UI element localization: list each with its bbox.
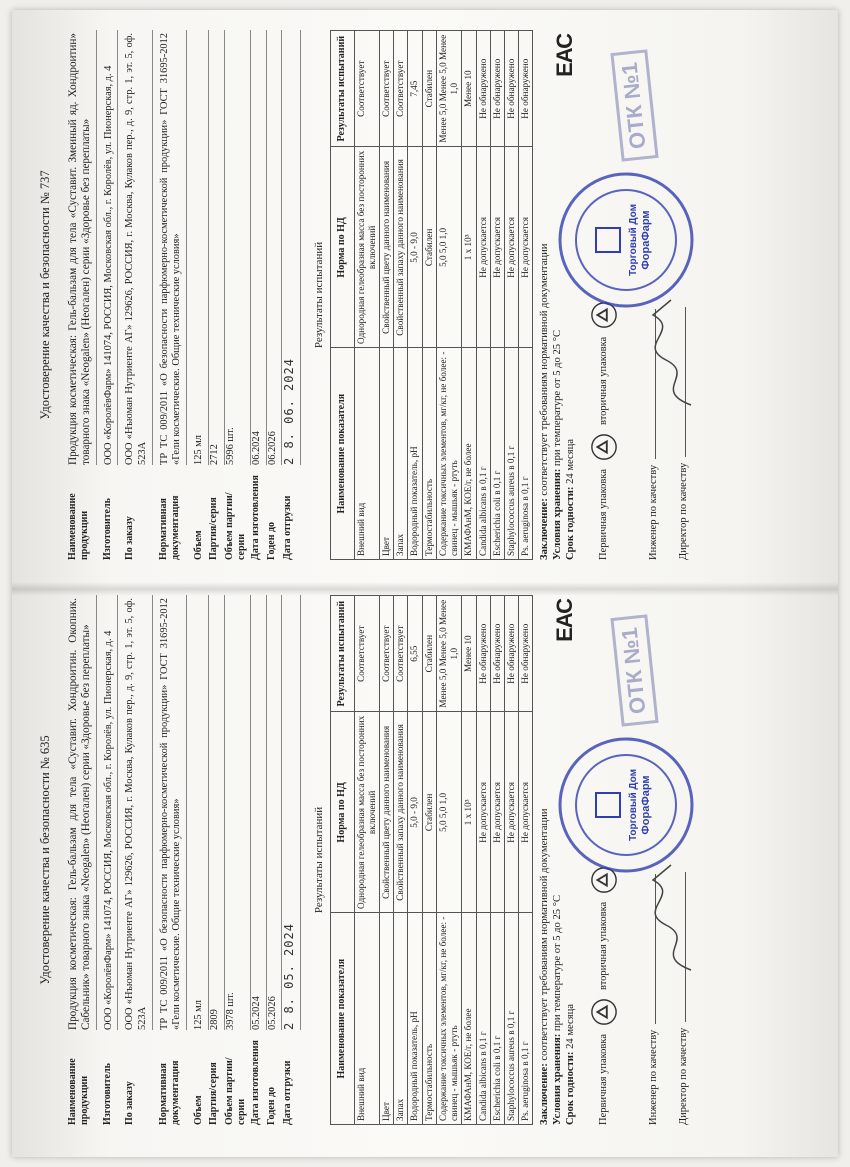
results-title: Результаты испытаний — [312, 806, 325, 914]
storage-text: при температуре от 5 до 25 °С — [552, 894, 564, 1032]
row-result: Не обнаружено — [504, 31, 518, 147]
row-norm: Свойственный цвету данного наименования — [379, 712, 393, 913]
table-row — [504, 31, 518, 560]
row-norm: Не допускается — [490, 712, 504, 913]
row-norm: Не допускается — [476, 147, 490, 348]
expiry-label: Годен до — [266, 1086, 278, 1125]
row-name: Водородный показатель, pH — [408, 348, 422, 560]
table-row — [519, 31, 533, 560]
conclusion-label: Заключение: — [539, 1063, 551, 1125]
row-name: КМАФАнМ, КОЕ/г, не более — [462, 348, 476, 560]
normdoc-label: Нормативная документация — [158, 495, 182, 560]
stamp-line2: ФораФарм — [640, 210, 653, 270]
made-value: 06.2024 — [250, 30, 266, 465]
row-name: Candida albicans в 0,1 г — [476, 913, 490, 1125]
row-norm: 1 х 10³ — [462, 147, 476, 348]
table-row — [422, 31, 436, 560]
batch-volume-label: Объем партии/серии — [224, 492, 248, 560]
table-row — [476, 596, 490, 1125]
row-name: Staphylococcus aureus в 0,1 г — [504, 348, 518, 560]
ship-date-stamp: 2 8. 05. 2024 — [282, 923, 297, 1030]
table-row — [379, 596, 393, 1125]
row-result: Не обнаружено — [504, 596, 518, 712]
normdoc-value: ТР ТС 009/2011 «О безопасности парфюмерно-косметической продукции» ГОСТ 31695-2012 «Гели косметические. Общие технические условия» — [152, 595, 186, 1030]
row-name: Цвет — [379, 913, 393, 1125]
volume-value: 125 мл — [187, 30, 209, 465]
row-result: Не обнаружено — [519, 31, 533, 147]
row-norm: 5,0 5,0 1,0 — [436, 712, 461, 913]
storage-label: Условия хранения: — [552, 1033, 564, 1125]
otk-stamp: ОТК №1 — [611, 50, 659, 162]
stamp-line1: Торговый Дом — [628, 203, 640, 277]
results-table — [330, 595, 533, 1125]
batch-value: 2809 — [208, 595, 224, 1030]
table-row — [462, 31, 476, 560]
row-result: Соответствует — [354, 31, 379, 147]
row-name: Внешний вид — [354, 913, 379, 1125]
certificate-fields — [67, 595, 301, 1125]
row-norm: Однородная гелеобразная масса без посторонних включений — [354, 147, 379, 348]
row-norm: Не допускается — [504, 712, 518, 913]
table-row — [394, 596, 408, 1125]
product-value: Продукция косметическая: Гель-бальзам для тела «Суставит. Змеиный яд. Хондроитин» товарного знака «Neogalen» (Неогален) серии «Здоровье без переплаты» — [67, 30, 96, 465]
certificate-fields — [67, 30, 301, 560]
storage-label: Условия хранения: — [552, 468, 564, 560]
volume-label: Объем — [192, 1095, 204, 1125]
row-name: Содержание токсичных элементов, мг/кг, не более: - свинец - мышьяк - ртуть — [436, 913, 461, 1125]
row-result: Соответствует — [379, 31, 393, 147]
eac-mark: ЕАС — [552, 34, 578, 77]
row-result: Не обнаружено — [519, 596, 533, 712]
row-name: Escherichia coli в 0,1 г — [490, 913, 504, 1125]
ship-label: Дата отгрузки — [281, 495, 293, 560]
batch-value: 2712 — [208, 30, 224, 465]
company-seal-icon — [556, 170, 696, 310]
packaging-row — [590, 301, 618, 560]
header-indicator: Наименование показателя — [331, 348, 354, 560]
made-label: Дата изготовления — [250, 1040, 262, 1125]
table-row — [422, 596, 436, 1125]
row-name: Содержание токсичных элементов, мг/кг, не более: - свинец - мышьяк - ртуть — [436, 348, 461, 560]
normdoc-label: Нормативная документация — [158, 1060, 182, 1125]
row-norm: Свойственный цвету данного наименования — [379, 147, 393, 348]
row-norm: Свойственный запаху данного наименования — [394, 712, 408, 913]
batch-label: Партия/серия — [208, 497, 220, 560]
row-result: Соответствует — [354, 596, 379, 712]
made-label: Дата изготовления — [250, 475, 262, 560]
row-name: Внешний вид — [354, 348, 379, 560]
normdoc-value: ТР ТС 009/2011 «О безопасности парфюмерно-косметической продукции» ГОСТ 31695-2012 «Гели косметические. Общие технические условия» — [152, 30, 186, 465]
maker-label: Изготовитель — [102, 1063, 114, 1125]
table-row — [354, 31, 379, 560]
certificate-635-wrapper — [32, 595, 812, 1125]
row-name: Candida albicans в 0,1 г — [476, 348, 490, 560]
expiry-label: Годен до — [266, 521, 278, 560]
engineer-label: Инженер по качеству — [648, 1029, 660, 1125]
recycle-icon — [590, 998, 618, 1026]
conclusion-text: соответствует требованиям нормативной документации — [539, 243, 551, 496]
secondary-pack-label: вторичная упаковка — [597, 336, 609, 425]
batch-volume-value: 3978 шт. — [224, 595, 250, 1030]
primary-pack-label: Первичная упаковка — [597, 469, 609, 560]
shelf-text: 24 месяца — [565, 439, 577, 484]
header-result: Результаты испытаний — [331, 596, 354, 712]
row-result: Менее 10 — [462, 596, 476, 712]
certificate-737-wrapper — [32, 30, 812, 560]
row-norm: Не допускается — [519, 147, 533, 348]
volume-label: Объем — [192, 530, 204, 560]
ship-label: Дата отгрузки — [281, 1060, 293, 1125]
engineer-label: Инженер по качеству — [648, 464, 660, 560]
row-name: Ps. aeruginosa в 0,1 г — [519, 913, 533, 1125]
row-norm: Однородная гелеобразная масса без посторонних включений — [354, 712, 379, 913]
table-row — [436, 596, 461, 1125]
certificate-title: Удостоверение качества и безопасности № 737 — [38, 170, 52, 420]
results-title: Результаты испытаний — [312, 241, 325, 349]
packaging-row — [590, 866, 618, 1125]
row-result: Стабилен — [422, 31, 436, 147]
row-result: Менее 5,0 Менее 5,0 Менее 1,0 — [436, 596, 461, 712]
results-table — [330, 30, 533, 560]
row-norm: 5,0 - 9,0 — [408, 147, 422, 348]
row-norm: Не допускается — [504, 147, 518, 348]
table-row — [408, 596, 422, 1125]
header-norm: Норма по НД — [331, 147, 354, 348]
row-name: Staphylococcus aureus в 0,1 г — [504, 913, 518, 1125]
director-label: Директор по качеству — [678, 462, 690, 560]
row-result: Соответствует — [394, 31, 408, 147]
expiry-value: 06.2026 — [266, 30, 282, 465]
stamp-line2: ФораФарм — [640, 775, 653, 835]
row-norm: Не допускается — [476, 712, 490, 913]
row-name: КМАФАнМ, КОЕ/г, не более — [462, 913, 476, 1125]
otk-stamp: ОТК №1 — [611, 615, 659, 727]
row-result: Не обнаружено — [476, 31, 490, 147]
certificate-737 — [32, 30, 812, 560]
eac-mark: ЕАС — [552, 599, 578, 642]
table-row — [379, 31, 393, 560]
shelf-label: Срок годности: — [565, 1051, 577, 1125]
row-name: Водородный показатель, pH — [408, 913, 422, 1125]
conclusion-text: соответствует требованиям нормативной документации — [539, 808, 551, 1061]
stamp-line1: Торговый Дом — [628, 768, 640, 842]
ship-date-stamp: 2 8. 06. 2024 — [282, 358, 297, 465]
batch-label: Партия/серия — [208, 1062, 220, 1125]
conclusion-label: Заключение: — [539, 498, 551, 560]
row-result: Стабилен — [422, 596, 436, 712]
shelf-text: 24 месяца — [565, 1004, 577, 1049]
row-norm: Стабилен — [422, 712, 436, 913]
row-norm: Свойственный запаху данного наименования — [394, 147, 408, 348]
row-name: Ps. aeruginosa в 0,1 г — [519, 348, 533, 560]
product-label: Наименование продукции — [67, 1058, 91, 1125]
row-norm: 5,0 - 9,0 — [408, 712, 422, 913]
order-label: По заказу — [123, 516, 135, 560]
row-result: Менее 5,0 Менее 5,0 Менее 1,0 — [436, 31, 461, 147]
row-norm: Стабилен — [422, 147, 436, 348]
maker-label: Изготовитель — [102, 498, 114, 560]
volume-value: 125 мл — [187, 595, 209, 1030]
table-row — [436, 31, 461, 560]
secondary-pack-label: вторичная упаковка — [597, 901, 609, 990]
maker-value: ООО «КоролёвФарм» 141074, РОССИЯ, Московская обл., г. Королёв, ул. Пионерская, д. 4 — [96, 30, 118, 465]
row-result: Соответствует — [394, 596, 408, 712]
order-value: ООО «Нъюман Нутриенте АГ» 129626, РОССИЯ, г. Москва, Кулаков пер., д. 9, стр. 1, эт. 5, оф. 523А — [118, 595, 152, 1030]
paper-fold — [12, 582, 838, 596]
header-indicator: Наименование показателя — [331, 913, 354, 1125]
storage-text: при температуре от 5 до 25 °С — [552, 329, 564, 467]
row-result: Менее 10 — [462, 31, 476, 147]
row-result: 6,55 — [408, 596, 422, 712]
company-seal-icon — [556, 735, 696, 875]
row-norm: 1 х 10³ — [462, 712, 476, 913]
row-name: Термостабильность — [422, 913, 436, 1125]
scanned-sheet — [12, 10, 838, 1157]
row-result: Не обнаружено — [490, 31, 504, 147]
recycle-icon — [590, 433, 618, 461]
shelf-label: Срок годности: — [565, 486, 577, 560]
product-value: Продукция косметическая: Гель-бальзам для тела «Суставит. Хондроитин. Окопник. Сабельник» товарного знака «Neogalen» (Неогален) серии «Здоровье без переплаты» — [67, 595, 96, 1030]
row-name: Запах — [394, 348, 408, 560]
table-row — [519, 596, 533, 1125]
order-value: ООО «Нъюман Нутриенте АГ» 129626, РОССИЯ, г. Москва, Кулаков пер., д. 9, стр. 1, эт. 5, оф. 523А — [118, 30, 152, 465]
order-label: По заказу — [123, 1081, 135, 1125]
table-row — [490, 31, 504, 560]
row-result: 7,45 — [408, 31, 422, 147]
primary-pack-label: Первичная упаковка — [597, 1034, 609, 1125]
batch-volume-value: 5996 шт. — [224, 30, 250, 465]
expiry-value: 05.2026 — [266, 595, 282, 1030]
header-norm: Норма по НД — [331, 712, 354, 913]
row-name: Запах — [394, 913, 408, 1125]
header-result: Результаты испытаний — [331, 31, 354, 147]
row-norm: 5,0 5,0 1,0 — [436, 147, 461, 348]
row-result: Соответствует — [379, 596, 393, 712]
certificate-635 — [32, 595, 812, 1125]
row-norm: Не допускается — [490, 147, 504, 348]
row-result: Не обнаружено — [476, 596, 490, 712]
certificate-title: Удостоверение качества и безопасности № 635 — [38, 735, 52, 985]
row-norm: Не допускается — [519, 712, 533, 913]
row-name: Термостабильность — [422, 348, 436, 560]
table-row — [354, 596, 379, 1125]
made-value: 05.2024 — [250, 595, 266, 1030]
row-name: Цвет — [379, 348, 393, 560]
table-row — [394, 31, 408, 560]
director-label: Директор по качеству — [678, 1027, 690, 1125]
table-row — [462, 596, 476, 1125]
product-label: Наименование продукции — [67, 493, 91, 560]
table-row — [490, 596, 504, 1125]
table-row — [476, 31, 490, 560]
table-row — [504, 596, 518, 1125]
batch-volume-label: Объем партии/серии — [224, 1057, 248, 1125]
row-name: Escherichia coli в 0,1 г — [490, 348, 504, 560]
maker-value: ООО «КоролёвФарм» 141074, РОССИЯ, Московская обл., г. Королёв, ул. Пионерская, д. 4 — [96, 595, 118, 1030]
table-row — [408, 31, 422, 560]
row-result: Не обнаружено — [490, 596, 504, 712]
